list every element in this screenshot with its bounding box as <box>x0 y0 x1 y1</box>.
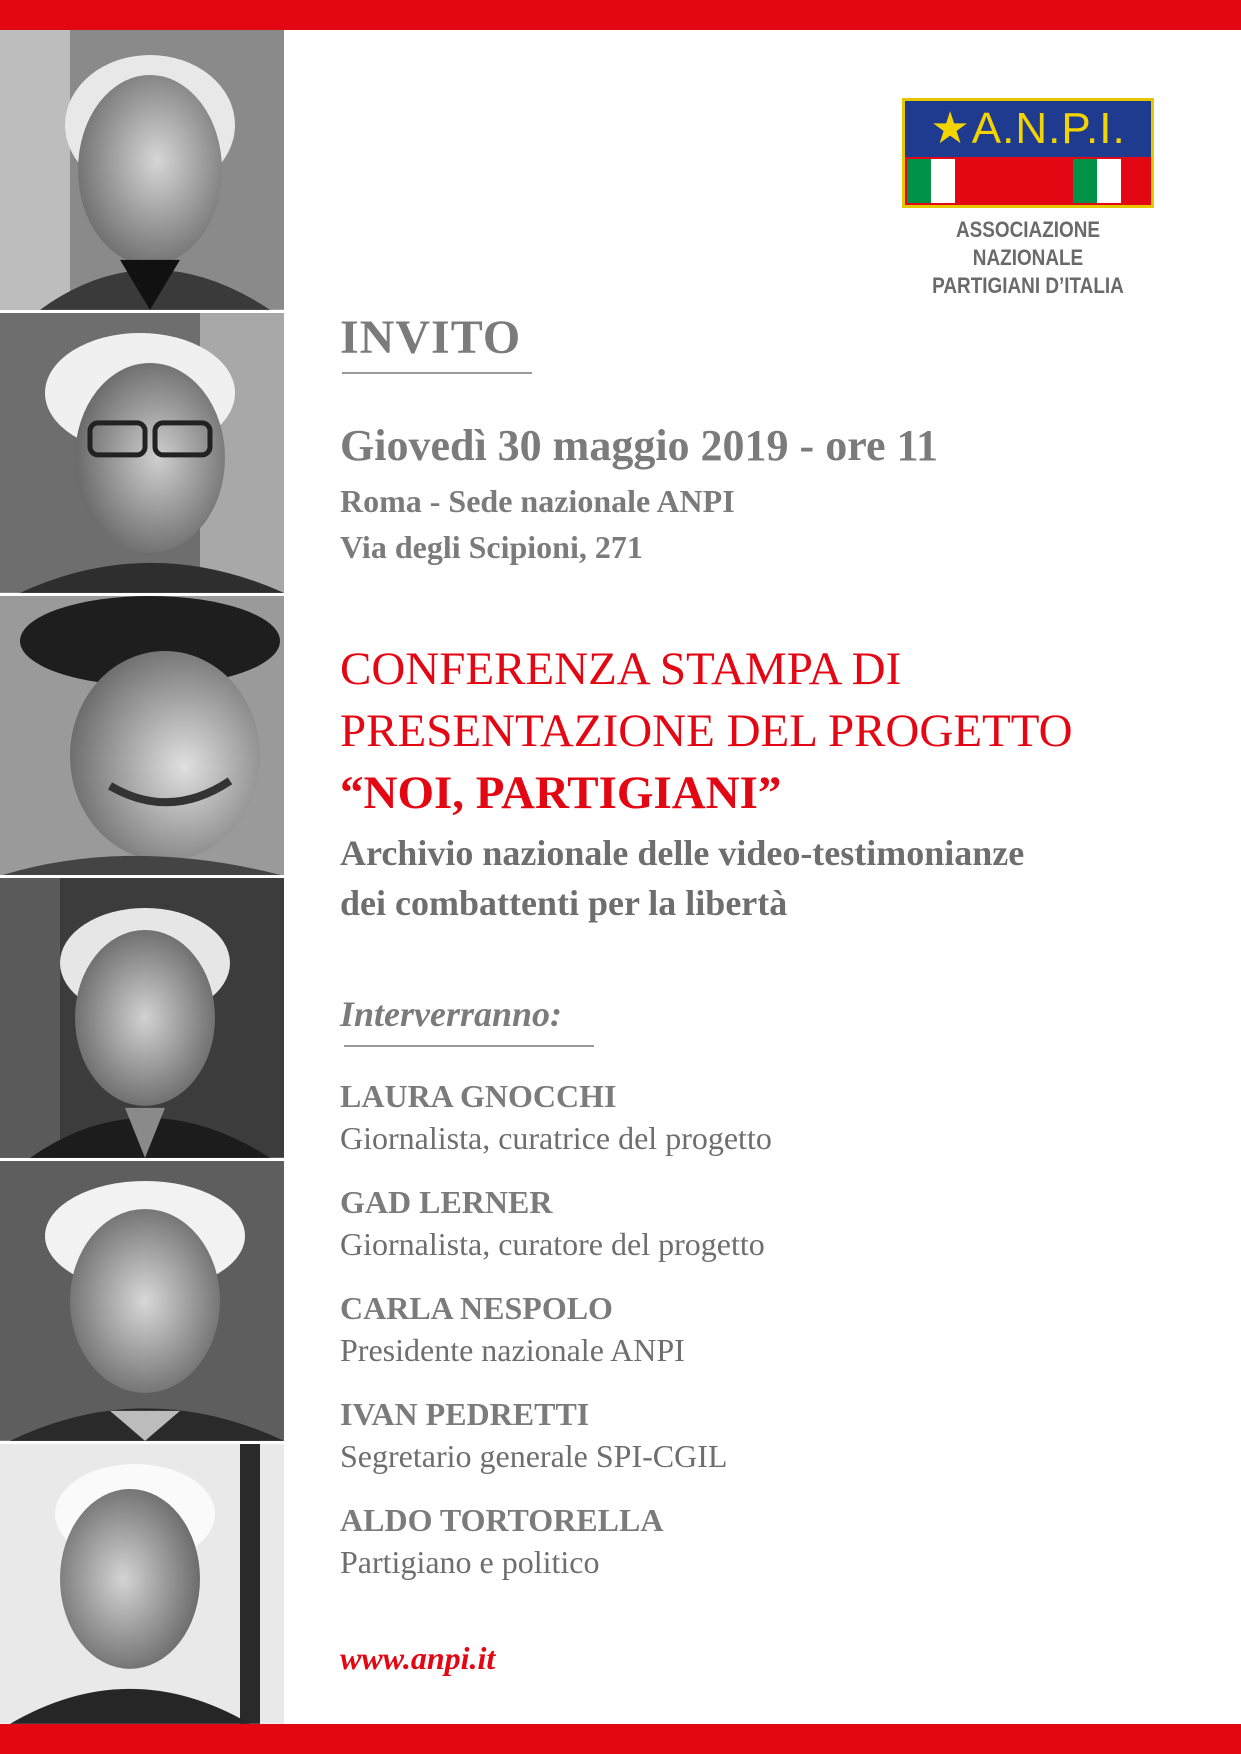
portrait-photo-6 <box>0 1444 284 1724</box>
headline-line-1: CONFERENZA STAMPA DI <box>340 643 902 695</box>
portrait-photo-2 <box>0 313 284 596</box>
italian-flag-icon <box>905 157 1151 205</box>
event-place: Roma - Sede nazionale ANPI <box>340 483 735 519</box>
speaker-name: GAD LERNER <box>340 1184 553 1220</box>
speaker-name: CARLA NESPOLO <box>340 1290 613 1326</box>
event-address: Via degli Scipioni, 271 <box>340 529 643 565</box>
anpi-logo-emblem <box>902 98 1154 208</box>
speaker-role: Presidente nazionale ANPI <box>340 1332 685 1368</box>
top-red-bar <box>0 0 1241 30</box>
website-link[interactable]: www.anpi.it <box>340 1640 496 1676</box>
anpi-logo <box>902 98 1154 300</box>
invito-underline <box>342 372 532 374</box>
project-subtitle-line-1: Archivio nazionale delle video-testimonianze <box>340 833 1025 873</box>
portrait-photo-3 <box>0 596 284 879</box>
portrait-column <box>0 30 284 1724</box>
speaker-name: ALDO TORTORELLA <box>340 1502 664 1538</box>
speaker-role: Segretario generale SPI-CGIL <box>340 1438 728 1474</box>
portrait-photo-5 <box>0 1161 284 1444</box>
project-subtitle-line-2: dei combattenti per la libertà <box>340 883 788 923</box>
portrait-photo-1 <box>0 30 284 313</box>
anpi-logo-name: A.N.P.I. <box>971 104 1126 153</box>
star-icon: ★ <box>930 103 970 154</box>
invito-heading: INVITO <box>340 311 522 364</box>
portrait-photo-4 <box>0 878 284 1161</box>
project-title: “NOI, PARTIGIANI” <box>340 767 782 819</box>
event-date: Giovedì 30 maggio 2019 - ore 11 <box>340 421 939 470</box>
speaker-name: LAURA GNOCCHI <box>340 1078 617 1114</box>
bottom-red-bar <box>0 1724 1241 1754</box>
speaker-role: Giornalista, curatrice del progetto <box>340 1120 772 1156</box>
speaker-role: Giornalista, curatore del progetto <box>340 1226 765 1262</box>
headline-line-2: PRESENTAZIONE DEL PROGETTO <box>340 705 1073 757</box>
speakers-label: Interverranno: <box>340 994 563 1034</box>
anpi-logo-caption: ASSOCIAZIONE NAZIONALE PARTIGIANI D’ITALIA <box>932 217 1124 298</box>
speakers-label-underline <box>344 1045 594 1047</box>
speaker-role: Partigiano e politico <box>340 1544 600 1580</box>
speaker-name: IVAN PEDRETTI <box>340 1396 590 1432</box>
